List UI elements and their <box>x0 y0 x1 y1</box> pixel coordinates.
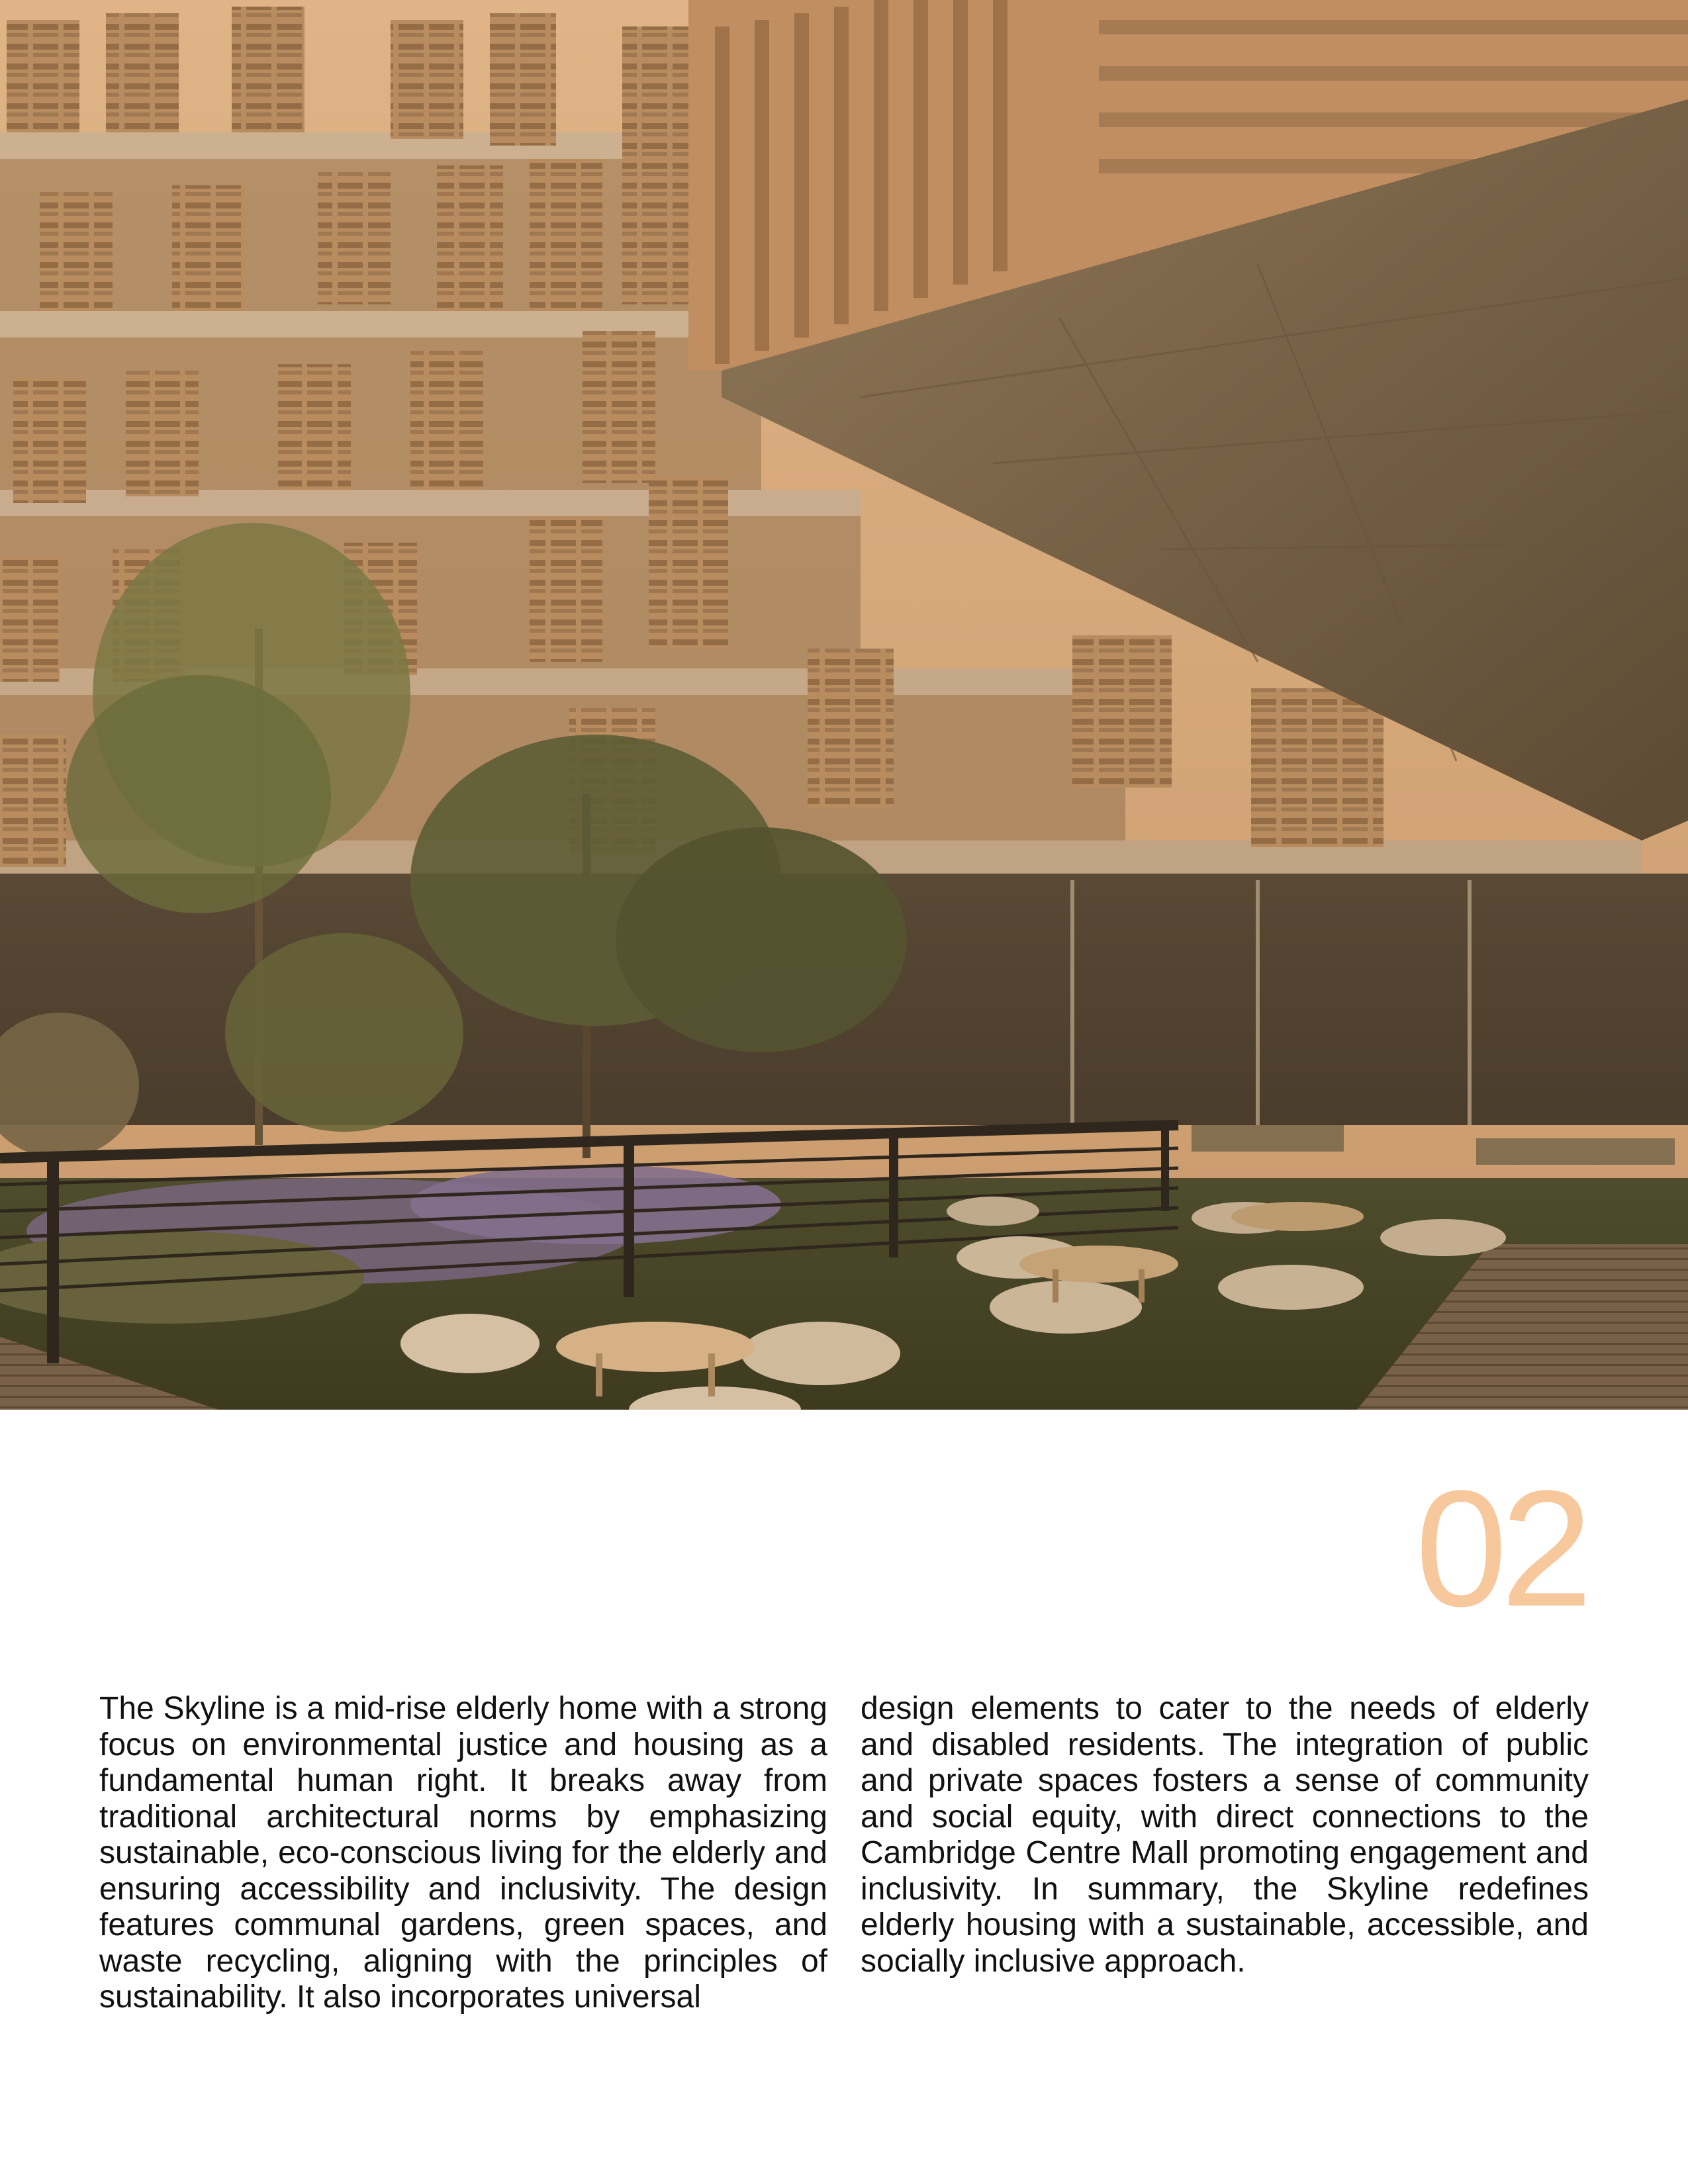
body-text <box>99 1691 1589 2016</box>
body-column-2: design elements to cater to the needs of elderly and disabled residents. The integration of public and private spaces fosters a sense of community and social equity, with direct connections to the Cambridge Centre Mall promoting engagement and inclusivity. In summary, the Skyline redefines elderly housing with a sustainable, accessible, and socially inclusive approach. <box>861 1691 1589 1979</box>
page-number: 02 <box>1415 1456 1586 1641</box>
body-column-1: The Skyline is a mid-rise elderly home with a strong focus on environmental justice and housing as a fundamental human right. It breaks away from traditional architectural norms by emphasizing sustainable, eco-conscious living for the elderly and ensuring accessibility and inclusivity. The design features communal gardens, green spaces, and waste recycling, aligning with the principles of sustainability. It also incorporates universal <box>99 1691 827 2015</box>
